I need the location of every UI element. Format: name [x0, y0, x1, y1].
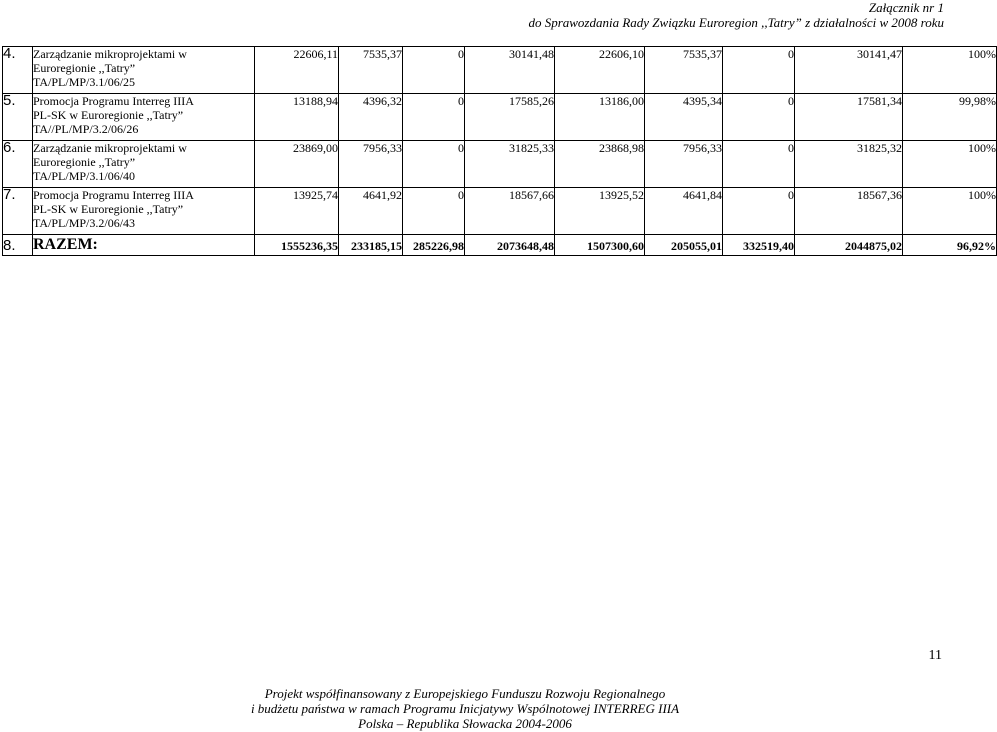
financial-table [2, 46, 997, 256]
description-line: Zarządzanie mikroprojektami w [33, 141, 187, 155]
document-header [528, 0, 944, 30]
description-line: Euroregionie ,,Tatry” [33, 61, 136, 75]
value-cell: 0 [403, 94, 465, 141]
value-cell: 0 [723, 141, 795, 188]
value-cell: 4395,34 [645, 94, 723, 141]
value-cell: 13186,00 [555, 94, 645, 141]
value-cell: 7535,37 [645, 47, 723, 94]
value-cell: 22606,10 [555, 47, 645, 94]
value-cell: 31825,33 [465, 141, 555, 188]
percent-cell: 99,98% [903, 94, 997, 141]
value-cell: 13188,94 [255, 94, 339, 141]
percent-cell: 100% [903, 141, 997, 188]
total-value-cell: 285226,98 [403, 235, 465, 256]
description-line: TA/PL/MP/3.2/06/43 [33, 216, 136, 230]
value-cell: 7535,37 [339, 47, 403, 94]
description-line: Promocja Programu Interreg IIIA [33, 94, 194, 108]
value-cell: 7956,33 [339, 141, 403, 188]
value-cell: 4641,92 [339, 188, 403, 235]
value-cell: 18567,36 [795, 188, 903, 235]
total-value-cell: 2073648,48 [465, 235, 555, 256]
value-cell: 22606,11 [255, 47, 339, 94]
description-line: TA/PL/MP/3.1/06/25 [33, 75, 136, 89]
description-line: PL-SK w Euroregionie ,,Tatry” [33, 202, 184, 216]
description-line: TA/PL/MP/3.1/06/40 [33, 169, 136, 183]
total-value-cell: 233185,15 [339, 235, 403, 256]
table-row [3, 47, 997, 94]
value-cell: 13925,52 [555, 188, 645, 235]
row-number: 5. [3, 94, 33, 141]
total-value-cell: 1555236,35 [255, 235, 339, 256]
description-line: Zarządzanie mikroprojektami w [33, 47, 187, 61]
total-percent-cell: 96,92% [903, 235, 997, 256]
footer-line: Polska – Republika Słowacka 2004-2006 [358, 716, 572, 731]
table-row [3, 188, 997, 235]
row-number: 7. [3, 188, 33, 235]
value-cell: 0 [723, 47, 795, 94]
percent-cell: 100% [903, 47, 997, 94]
total-value-cell: 1507300,60 [555, 235, 645, 256]
value-cell: 0 [403, 188, 465, 235]
value-cell: 30141,47 [795, 47, 903, 94]
table-row [3, 141, 997, 188]
project-description [33, 47, 255, 94]
percent-cell: 100% [903, 188, 997, 235]
description-line: TA//PL/MP/3.2/06/26 [33, 122, 139, 136]
project-description [33, 188, 255, 235]
value-cell: 30141,48 [465, 47, 555, 94]
total-row [3, 235, 997, 256]
value-cell: 0 [723, 94, 795, 141]
value-cell: 0 [723, 188, 795, 235]
attachment-subtitle: do Sprawozdania Rady Związku Euroregion ,,Tatry” z działalności w 2008 roku [528, 15, 944, 30]
project-description [33, 94, 255, 141]
row-number: 8. [3, 235, 33, 256]
value-cell: 0 [403, 47, 465, 94]
page-number: 11 [928, 648, 942, 663]
value-cell: 0 [403, 141, 465, 188]
value-cell: 17581,34 [795, 94, 903, 141]
total-value-cell: 2044875,02 [795, 235, 903, 256]
row-number: 4. [3, 47, 33, 94]
total-value-cell: 332519,40 [723, 235, 795, 256]
project-description [33, 141, 255, 188]
value-cell: 13925,74 [255, 188, 339, 235]
value-cell: 23868,98 [555, 141, 645, 188]
value-cell: 17585,26 [465, 94, 555, 141]
value-cell: 23869,00 [255, 141, 339, 188]
row-number: 6. [3, 141, 33, 188]
table-row [3, 94, 997, 141]
total-label: RAZEM: [33, 235, 255, 256]
attachment-title: Załącznik nr 1 [868, 0, 944, 15]
value-cell: 18567,66 [465, 188, 555, 235]
footer-line: Projekt współfinansowany z Europejskiego Funduszu Rozwoju Regionalnego [264, 686, 666, 701]
value-cell: 4396,32 [339, 94, 403, 141]
value-cell: 7956,33 [645, 141, 723, 188]
description-line: Euroregionie ,,Tatry” [33, 155, 136, 169]
footer-line: i budżetu państwa w ramach Programu Inicjatywy Wspólnotowej INTERREG IIIA [250, 701, 680, 716]
document-footer [0, 686, 930, 731]
value-cell: 4641,84 [645, 188, 723, 235]
description-line: PL-SK w Euroregionie ,,Tatry” [33, 108, 184, 122]
description-line: Promocja Programu Interreg IIIA [33, 188, 194, 202]
value-cell: 31825,32 [795, 141, 903, 188]
total-value-cell: 205055,01 [645, 235, 723, 256]
